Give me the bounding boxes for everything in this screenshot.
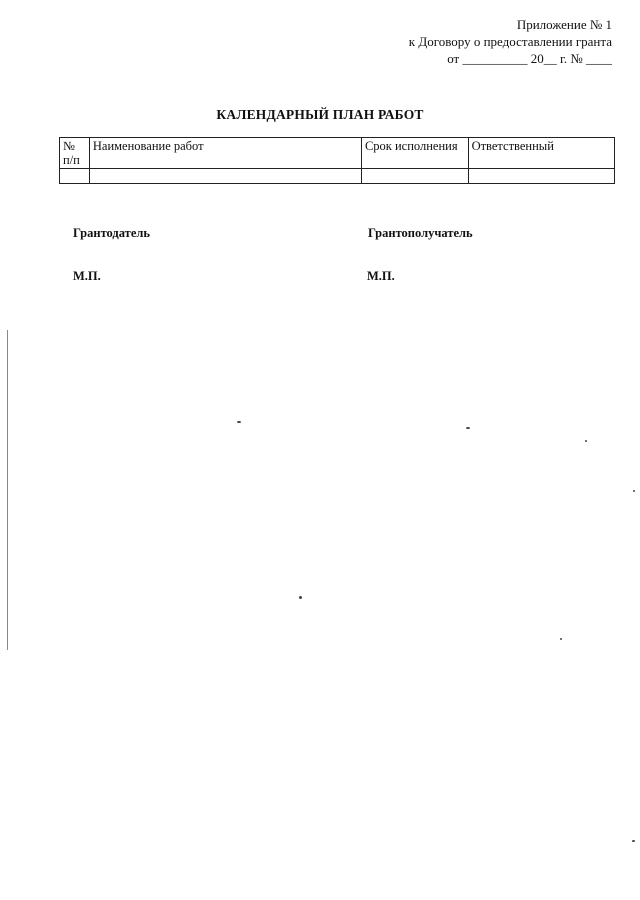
work-plan-table: [59, 137, 615, 184]
header-number: № п/п: [60, 138, 90, 169]
scan-speck: [633, 490, 635, 492]
grantee-label: Грантополучатель: [368, 226, 473, 240]
grantor-seal: М.П.: [73, 269, 101, 283]
scan-speck: [299, 596, 302, 599]
header-name: Наименование работ: [89, 138, 361, 169]
grantee-seal: М.П.: [367, 269, 395, 283]
table-header-row: [60, 138, 615, 169]
scan-speck: [560, 638, 562, 640]
scan-speck: [466, 427, 470, 429]
cell-name[interactable]: [89, 169, 361, 184]
appendix-contract-ref: к Договору о предоставлении гранта: [408, 34, 612, 49]
appendix-number: Приложение № 1: [516, 17, 612, 32]
appendix-header: [409, 16, 612, 67]
page-title: КАЛЕНДАРНЫЙ ПЛАН РАБОТ: [216, 107, 424, 122]
header-responsible: Ответственный: [468, 138, 614, 169]
table-row: [60, 169, 615, 184]
scan-speck: [585, 440, 587, 442]
header-term: Срок исполнения: [361, 138, 468, 169]
cell-term[interactable]: [361, 169, 468, 184]
cell-number[interactable]: [60, 169, 90, 184]
appendix-date-line: от __________ 20__ г. № ____: [447, 51, 612, 66]
grantor-label: Грантодатель: [73, 226, 150, 240]
scan-speck: [237, 421, 241, 423]
scan-speck: [632, 840, 635, 842]
cell-responsible[interactable]: [468, 169, 614, 184]
scan-edge-line: [7, 330, 8, 650]
